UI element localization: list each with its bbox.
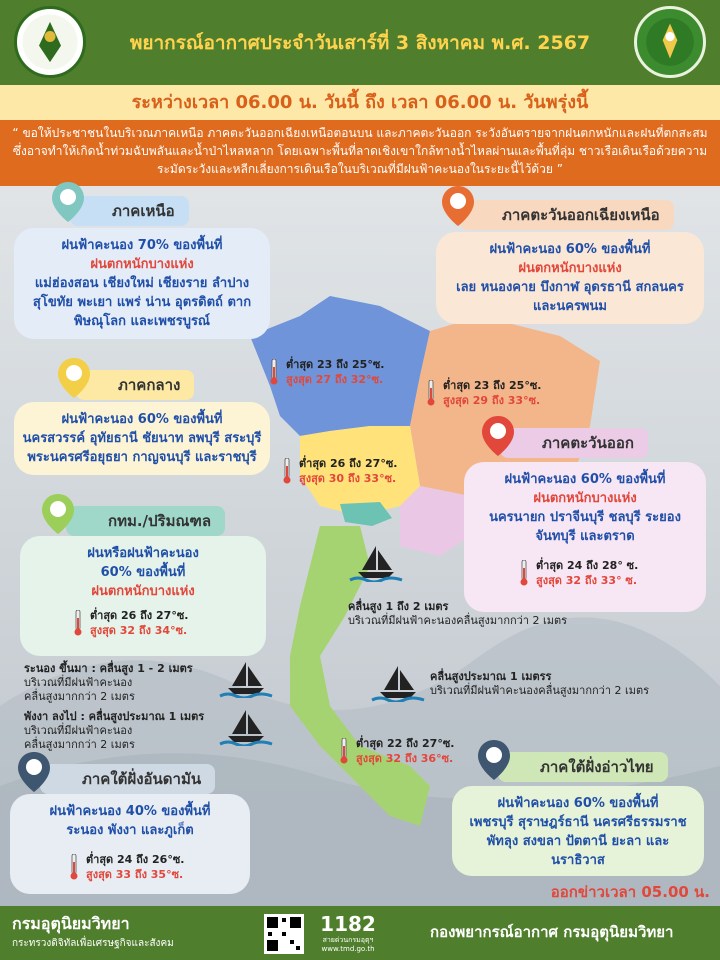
thermometer-icon (427, 380, 435, 406)
northeast-forecast-box (436, 232, 704, 324)
footer-org: กรมอุตุนิยมวิทยา (12, 914, 130, 933)
east-title-tag: ภาคตะวันออก (500, 428, 648, 458)
bangkok-forecast-box (20, 536, 266, 656)
bangkok-rain-percent: 60% ของพื้นที่ (100, 565, 186, 580)
central-forecast-box (14, 402, 270, 475)
boat-icon (218, 706, 274, 746)
ministry-logo (14, 6, 86, 78)
andaman-lower-wave (24, 710, 204, 752)
forecast-period: ระหว่างเวลา 06.00 น. วันนี้ ถึง เวลา 06.00 น. วันพรุ่งนี้ (0, 85, 720, 120)
south-east-provinces: เพชรบุรี สุราษฎร์ธานี นครศรีธรรมราช พัทลุง สงขลา ปัตตานี ยะลา และนราธิวาส (469, 815, 687, 868)
location-pin-icon (16, 750, 52, 794)
location-pin-icon (56, 356, 92, 400)
andaman-upper-wave-note1: บริเวณที่มีฝนฟ้าคะนอง (24, 676, 133, 689)
hotline-label: สายด่วนกรมอุตุฯ (322, 936, 374, 944)
andaman-lower-wave-title: พังงา ลงไป : คลื่นสูงประมาณ 1 เมตร (24, 710, 205, 723)
warning-text: “ ขอให้ประชาชนในบริเวณภาคเหนือ ภาคตะวันออกเฉียงเหนือตอนบน และภาคตะวันออก ระวังอันตรายจากฝนตกหนักและฝนที่ตกสะสมซึ่งอาจทำให้เกิดน้ำท่วมฉับพลันและน้ำป่าไหลหลาก โดยเฉพาะพื้นที่ลาดเชิงเขาใกล้ทางน้ำไหลผ่านและพื้นที่ลุ่ม ชาวเรือเดินเรือด้วยความระมัดระวังและหลีกเลี่ยงการเดินเรือในบริเวณที่มีฝนฟ้าคะนองในระยะนี้ไว้ด้วย ” (0, 120, 720, 186)
south-west-title-tag: ภาคใต้ฝั่งอันดามัน (40, 764, 215, 794)
north-title-tag: ภาคเหนือ (70, 196, 189, 226)
south-west-tmin: ต่ำสุด 24 ถึง 26°ซ. (86, 853, 185, 866)
boat-icon (370, 662, 426, 702)
location-pin-icon (50, 180, 86, 224)
south-east-title-tag: ภาคใต้ฝั่งอ่าวไทย (498, 752, 668, 782)
thermometer-icon (270, 359, 278, 385)
andaman-upper-wave (24, 662, 193, 704)
thermometer-icon (283, 458, 291, 484)
east-temperature (520, 558, 638, 588)
footer-division: กองพยากรณ์อากาศ กรมอุตุนิยมวิทยา (430, 923, 674, 941)
location-pin-icon (476, 738, 512, 782)
gulf-upper-wave-note: บริเวณที่มีฝนฟ้าคะนองคลื่นสูงมากกว่า 2 เมตร (348, 614, 568, 627)
hotline[interactable] (318, 912, 378, 954)
boat-icon (218, 658, 274, 698)
gulf-lower-wave (430, 670, 649, 698)
north-temperature (270, 357, 384, 387)
northeast-title-tag: ภาคตะวันออกเฉียงเหนือ (460, 200, 674, 230)
south-east-forecast-box (452, 786, 704, 876)
bangkok-tmin: ต่ำสุด 26 ถึง 27°ซ. (90, 609, 189, 622)
andaman-upper-wave-note2: คลื่นสูงมากกว่า 2 เมตร (24, 690, 135, 703)
east-provinces: นครนายก ปราจีนบุรี ชลบุรี ระยอง จันทบุรี และตราด (489, 510, 681, 544)
northeast-tmin: ต่ำสุด 23 ถึง 25°ซ. (443, 379, 542, 392)
central-title-tag: ภาคกลาง (76, 370, 194, 400)
central-temperature (283, 456, 397, 486)
east-region-shape (400, 486, 470, 556)
boat-icon (348, 542, 404, 582)
footer-bar (0, 906, 720, 960)
andaman-lower-wave-note2: คลื่นสูงมากกว่า 2 เมตร (24, 738, 135, 751)
tmd-logo (634, 6, 706, 78)
header-bar (0, 0, 720, 85)
northeast-heavy: ฝนตกหนักบางแห่ง (518, 261, 622, 276)
south-east-tmax: สูงสุด 32 ถึง 36°ซ. (356, 752, 454, 765)
location-pin-icon (40, 492, 76, 536)
thermometer-icon (520, 560, 528, 586)
andaman-upper-wave-title: ระนอง ขึ้นมา : คลื่นสูง 1 - 2 เมตร (24, 662, 193, 675)
east-rain: ฝนฟ้าคะนอง 60% ของพื้นที่ (504, 472, 666, 487)
south-west-rain: ฝนฟ้าคะนอง 40% ของพื้นที่ (49, 804, 211, 819)
gulf-upper-wave (348, 600, 567, 628)
north-rain: ฝนฟ้าคะนอง 70% ของพื้นที่ (61, 238, 223, 253)
northeast-temperature (427, 378, 541, 408)
bangkok-tmax: สูงสุด 32 ถึง 34°ซ. (90, 624, 188, 637)
central-tmax: สูงสุด 30 ถึง 33°ซ. (299, 472, 397, 485)
bangkok-temperature (74, 608, 188, 638)
thermometer-icon (340, 738, 348, 764)
east-tmin: ต่ำสุด 24 ถึง 28° ซ. (536, 559, 639, 572)
south-west-tmax: สูงสุด 33 ถึง 35°ซ. (86, 868, 184, 881)
location-pin-icon (440, 184, 476, 228)
hotline-number: 1182 (320, 912, 376, 936)
thermometer-icon (70, 854, 78, 880)
central-provinces: นครสวรรค์ อุทัยธานี ชัยนาท ลพบุรี สระบุรี พระนครศรีอยุธยา กาญจนบุรี และราชบุรี (22, 431, 262, 465)
north-heavy: ฝนตกหนักบางแห่ง (90, 257, 194, 272)
bangkok-title-tag: กทม./ปริมณฑล (66, 506, 225, 536)
east-heavy: ฝนตกหนักบางแห่ง (533, 491, 637, 506)
north-forecast-box (14, 228, 270, 339)
page-title: พยากรณ์อากาศประจำวันเสาร์ที่ 3 สิงหาคม พ.ศ. 2567 (129, 32, 591, 54)
south-east-tmin: ต่ำสุด 22 ถึง 27°ซ. (356, 737, 455, 750)
south-east-temperature (340, 736, 454, 766)
issue-time: ออกข่าวเวลา 05.00 น. (550, 883, 710, 901)
central-rain: ฝนฟ้าคะนอง 60% ของพื้นที่ (61, 412, 223, 427)
northeast-rain: ฝนฟ้าคะนอง 60% ของพื้นที่ (489, 242, 651, 257)
gulf-lower-wave-note: บริเวณที่มีฝนฟ้าคะนองคลื่นสูงมากกว่า 2 เมตร (430, 684, 650, 697)
east-tmax: สูงสุด 32 ถึง 33° ซ. (536, 574, 638, 587)
andaman-lower-wave-note1: บริเวณที่มีฝนฟ้าคะนอง (24, 724, 133, 737)
website-link[interactable]: www.tmd.go.th (321, 945, 375, 953)
northeast-provinces: เลย หนองคาย บึงกาฬ อุดรธานี สกลนคร และนครพนม (456, 280, 684, 314)
qr-code-icon[interactable] (264, 914, 304, 954)
thermometer-icon (74, 610, 82, 636)
south-west-provinces: ระนอง พังงา และภูเก็ต (66, 823, 194, 838)
north-tmax: สูงสุด 27 ถึง 32°ซ. (286, 373, 384, 386)
south-west-temperature (70, 852, 184, 882)
east-forecast-box (464, 462, 706, 612)
bangkok-rain: ฝนหรือฝนฟ้าคะนอง (87, 546, 199, 561)
bangkok-heavy: ฝนตกหนักบางแห่ง (91, 584, 195, 599)
north-provinces: แม่ฮ่องสอน เชียงใหม่ เชียงราย ลำปาง สุโขทัย พะเยา แพร่ น่าน อุตรดิตถ์ ตาก พิษณุโลก และเพชรบูรณ์ (32, 276, 252, 329)
central-tmin: ต่ำสุด 26 ถึง 27°ซ. (299, 457, 398, 470)
gulf-lower-wave-title: คลื่นสูงประมาณ 1 เมตรร (430, 670, 552, 683)
south-east-rain: ฝนฟ้าคะนอง 60% ของพื้นที่ (497, 796, 659, 811)
north-tmin: ต่ำสุด 23 ถึง 25°ซ. (286, 358, 385, 371)
gulf-upper-wave-title: คลื่นสูง 1 ถึง 2 เมตร (348, 600, 449, 613)
footer-ministry: กระทรวงดิจิทัลเพื่อเศรษฐกิจและสังคม (12, 938, 174, 949)
location-pin-icon (480, 414, 516, 458)
northeast-tmax: สูงสุด 29 ถึง 33°ซ. (443, 394, 541, 407)
